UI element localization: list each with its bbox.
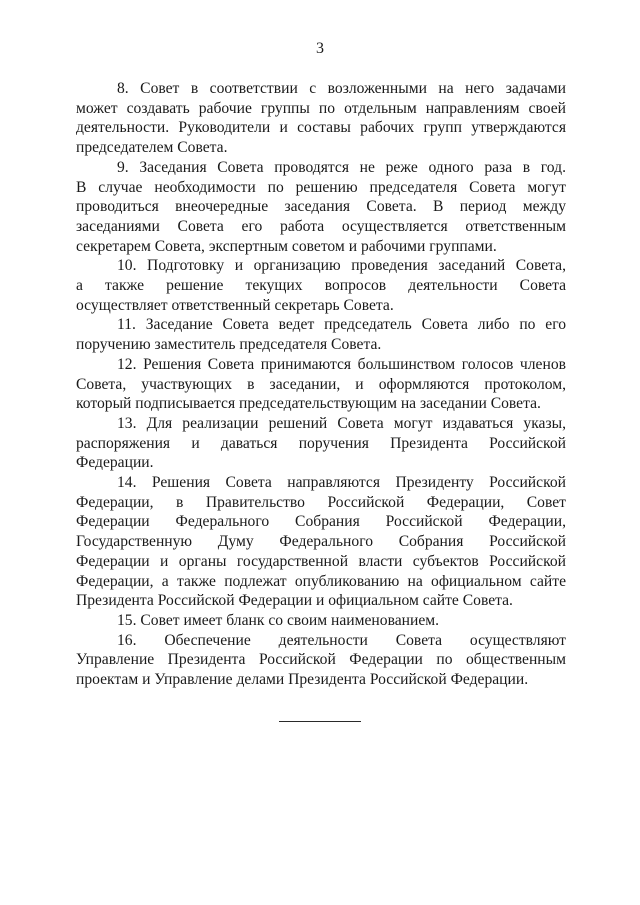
text-line: Президента Российской Федерации и официальном сайте Совета. — [76, 592, 513, 610]
text-line: секретарем Совета, экспертным советом и рабочими группами. — [76, 237, 497, 255]
paragraph-14 — [76, 473, 566, 611]
text-line: 8. Совет в соответствии с возложенными на него задачами — [117, 80, 566, 97]
text-line: заседаниями Совета его работа осуществляется ответственным — [76, 217, 566, 235]
document-body — [76, 79, 566, 690]
text-line: 11. Заседание Совета ведет председатель Совета либо по его — [117, 316, 566, 334]
text-line: распоряжения и даваться поручения Президента Российской — [76, 434, 566, 452]
text-line: Совета, участвующих в заседании, и оформляются протоколом, — [76, 375, 566, 393]
text-line: Федерации, а также подлежат опубликованию на официальном сайте — [76, 572, 566, 590]
text-line: Федерации Федерального Собрания Российской Федерации, — [76, 513, 566, 531]
text-line: который подписывается председательствующим на заседании Совета. — [76, 395, 541, 413]
paragraph-15 — [76, 611, 566, 631]
text-line: 10. Подготовку и организацию проведения заседаний Совета, — [117, 257, 566, 275]
text-line: Государственную Думу Федерального Собрания Российской — [76, 533, 566, 551]
page-number: 3 — [316, 40, 324, 57]
text-line: В случае необходимости по решению председателя Совета могут — [76, 178, 566, 196]
text-line: Федерации, в Правительство Российской Федерации, Совет — [76, 493, 566, 511]
text-line: Федерации и органы государственной власти субъектов Российской — [76, 552, 566, 570]
text-line: поручению заместитель председателя Совета. — [76, 336, 382, 354]
paragraph-8 — [76, 79, 566, 158]
text-line: 9. Заседания Совета проводятся не реже одного раза в год. — [117, 158, 566, 176]
text-line: председателем Совета. — [76, 139, 228, 157]
text-line: 12. Решения Совета принимаются большинством голосов членов — [117, 355, 566, 373]
paragraph-13 — [76, 414, 566, 473]
paragraph-10 — [76, 256, 566, 315]
text-line: 15. Совет имеет бланк со своим наименованием. — [117, 611, 440, 629]
text-line: а также решение текущих вопросов деятельности Совета — [76, 277, 566, 295]
text-line: проводиться внеочередные заседания Совета. В период между — [76, 198, 566, 216]
closing-divider — [279, 721, 361, 722]
text-line: деятельности. Руководители и составы рабочих групп утверждаются — [76, 119, 566, 137]
paragraph-9 — [76, 158, 566, 257]
text-line: проектам и Управление делами Президента Российской Федерации. — [76, 671, 529, 689]
paragraph-11 — [76, 315, 566, 354]
text-line: Управление Президента Российской Федерации по общественным — [76, 651, 566, 669]
paragraph-16 — [76, 631, 566, 690]
text-line: осуществляет ответственный секретарь Совета. — [76, 296, 394, 314]
text-line: 13. Для реализации решений Совета могут издаваться указы, — [117, 414, 566, 432]
text-line: 14. Решения Совета направляются Президенту Российской — [117, 474, 566, 492]
text-line: Федерации. — [76, 454, 154, 472]
text-line: 16. Обеспечение деятельности Совета осуществляют — [117, 631, 566, 649]
paragraph-12 — [76, 355, 566, 414]
text-line: может создавать рабочие группы по отдельным направлениям своей — [76, 99, 566, 117]
